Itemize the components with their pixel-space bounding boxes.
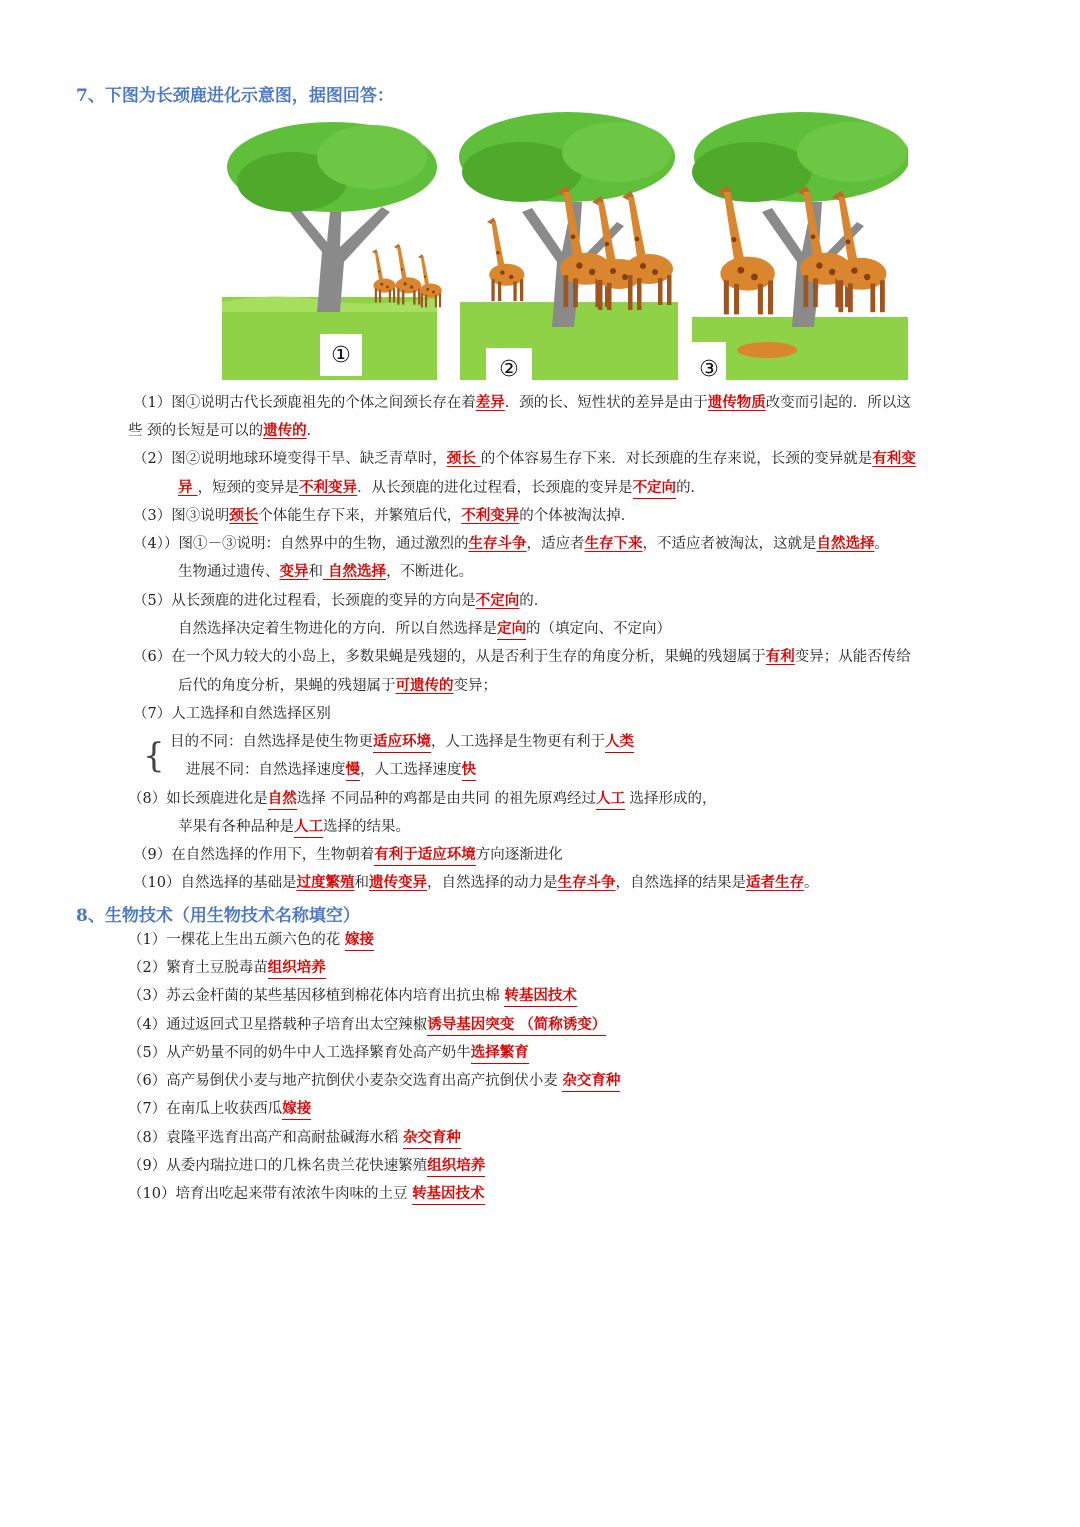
q7-line-11: 后代的角度分析，果蝇的残翅属于可遗传的变异； [178, 677, 497, 694]
q7-line-9: 自然选择决定着生物进化的方向．所以自然选择是定向的（填定向、不定向） [178, 619, 671, 640]
q7-line-18: （10）自然选择的基础是过度繁殖和遗传变异，自然选择的动力是生存斗争，自然选择的结果是适者生存。 [133, 874, 819, 891]
q8-item: （4）通过返回式卫星搭载种子培育出太空辣椒诱导基因突变 （简称诱变） [128, 1015, 606, 1036]
q7-line-4: 异 ，短颈的变异是不利变异．从长颈鹿的进化过程看，长颈鹿的变异是不定向的． [178, 478, 705, 499]
giraffe-evolution-figures [222, 112, 908, 380]
answer-blank: 慢 [346, 761, 361, 781]
q8-item: （7）在南瓜上收获西瓜嫁接 [128, 1099, 311, 1120]
answer-blank: 转基因技术 [504, 987, 577, 1007]
answer-blank: 人工 [294, 818, 323, 838]
q7-line-6: （4））图①－③说明：自然界中的生物，通过激烈的生存斗争，适应者生存下来，不适应者被淘汰，这就是自然选择。 [133, 535, 889, 552]
answer: 生存斗争 [557, 874, 616, 891]
q8-item: （2）繁育土豆脱毒苗组织培养 [128, 958, 326, 979]
q8-item: （9）从委内瑞拉进口的几株名贵兰花快速繁殖组织培养 [128, 1156, 485, 1177]
brace-symbol: { [143, 736, 165, 776]
q7-line-16: 苹果有各种品种是人工选择的结果。 [178, 817, 410, 838]
q8-item: （8）袁隆平选育出高产和高耐盐碱海水稻 杂交育种 [128, 1128, 461, 1149]
answer-blank: 人类 [605, 733, 634, 753]
answer: 变异 [279, 563, 309, 580]
answer: 遗传变异 [368, 874, 427, 891]
answer: 适者生存 [745, 874, 804, 891]
q7-line-17: （9）在自然选择的作用下，生物朝着有利于适应环境方向逐渐进化 [133, 845, 563, 866]
answer: 有利变 [872, 450, 916, 467]
q7-line-10: （6）在一个风力较大的小岛上，多数果蝇是残翅的，从是否利于生存的角度分析，果蝇的残翅属于有利变异；从能否传给 [133, 648, 911, 665]
answer: 颈长 [446, 450, 481, 467]
q8-item: （1）一棵花上生出五颜六色的花 嫁接 [128, 930, 374, 951]
answer: 过度繁殖 [296, 874, 355, 891]
answer-blank: 有利于适应环境 [374, 846, 476, 866]
answer-blank: 组织培养 [268, 959, 326, 979]
figure-panel-1 [222, 122, 442, 380]
q7-line-8: （5）从长颈鹿的进化过程看，长颈鹿的变异的方向是不定向的． [133, 592, 549, 609]
answer: 遗传的 [263, 422, 307, 439]
figure-label-2: ② [499, 357, 519, 380]
answer-blank: 诱导基因突变 （简称诱变） [427, 1016, 606, 1036]
answer: 不定向 [475, 592, 520, 609]
q8-item: （5）从产奶量不同的奶牛中人工选择繁育处高产奶牛选择繁育 [128, 1043, 529, 1064]
answer-blank: 人工 [596, 790, 625, 810]
answer-blank: 组织培养 [427, 1157, 485, 1177]
answer: 可遗传的 [395, 677, 454, 694]
answer-blank: 快 [462, 761, 477, 781]
answer-blank: 杂交育种 [562, 1072, 620, 1092]
answer-blank: 自然 [268, 790, 297, 810]
figure-panel-2 [459, 112, 678, 380]
answer: 遗传物质 [707, 394, 766, 411]
q7-line-12: （7）人工选择和自然选择区别 [133, 706, 331, 722]
answer-blank: 嫁接 [282, 1100, 311, 1120]
question-7-title: 7、下图为长颈鹿进化示意图，据图回答： [76, 86, 394, 106]
answer: 不利变异 [461, 507, 520, 524]
q7-line-7: 生物通过遗传、变异和 自然选择，不断进化。 [178, 563, 474, 580]
q8-item: （10）培育出吃起来带有浓浓牛肉味的土豆 转基因技术 [128, 1184, 485, 1205]
answer-blank: 选择繁育 [471, 1044, 529, 1064]
q7-line-5: （3）图③说明颈长个体能生存下来，并繁殖后代，不利变异的个体被淘汰掉． [133, 507, 636, 524]
answer-blank: 杂交育种 [403, 1129, 461, 1149]
answer: 异 [178, 479, 198, 496]
answer: 生存下来 [584, 535, 643, 552]
answer-blank: 转基因技术 [412, 1185, 485, 1205]
answer: 不利变异 [299, 479, 358, 496]
q7-line-3: （2）图②说明地球环境变得干旱、缺乏青草时，颈长 的个体容易生存下来．对长颈鹿的生存来说，长颈的变异就是有利变 [133, 450, 916, 467]
q7-line-2: 些 颈的长短是可以的遗传的． [128, 422, 322, 439]
answer-blank: 不定向 [633, 479, 677, 499]
answer: 自然选择 [816, 535, 875, 552]
figure-label-3: ③ [699, 357, 719, 380]
answer: 生存斗争 [468, 535, 527, 552]
answer: 差异 [475, 394, 505, 411]
answer: 颈长 [229, 507, 259, 524]
answer-blank: 定向 [497, 620, 526, 640]
question-8-title: 8、生物技术（用生物技术名称填空） [76, 906, 360, 926]
answer-blank: 适应环境 [373, 733, 431, 753]
q7-line-1: （1）图①说明古代长颈鹿祖先的个体之间颈长存在着差异．颈的长、短性状的差异是由于遗传物质改变而引起的．所以这 [133, 394, 911, 411]
figure-panel-3 [692, 112, 908, 380]
q8-item: （3）苏云金杆菌的某些基因移植到棉花体内培育出抗虫棉 转基因技术 [128, 986, 577, 1007]
q8-item: （6）高产易倒伏小麦与地产抗倒伏小麦杂交选育出高产抗倒伏小麦 杂交育种 [128, 1071, 620, 1092]
answer: 有利 [765, 648, 795, 665]
answer: 自然选择 [323, 563, 387, 580]
q7-line-14: 进展不同：自然选择速度慢，人工选择速度快 [186, 760, 476, 781]
q7-line-15: （8）如长颈鹿进化是自然选择 不同品种的鸡都是由共同 的祖先原鸡经过人工 选择形成的， [128, 789, 717, 810]
q7-line-13: 目的不同：自然选择是使生物更适应环境，人工选择是生物更有利于人类 [170, 732, 634, 753]
answer-blank: 嫁接 [345, 931, 374, 951]
figure-label-1: ① [331, 343, 351, 368]
